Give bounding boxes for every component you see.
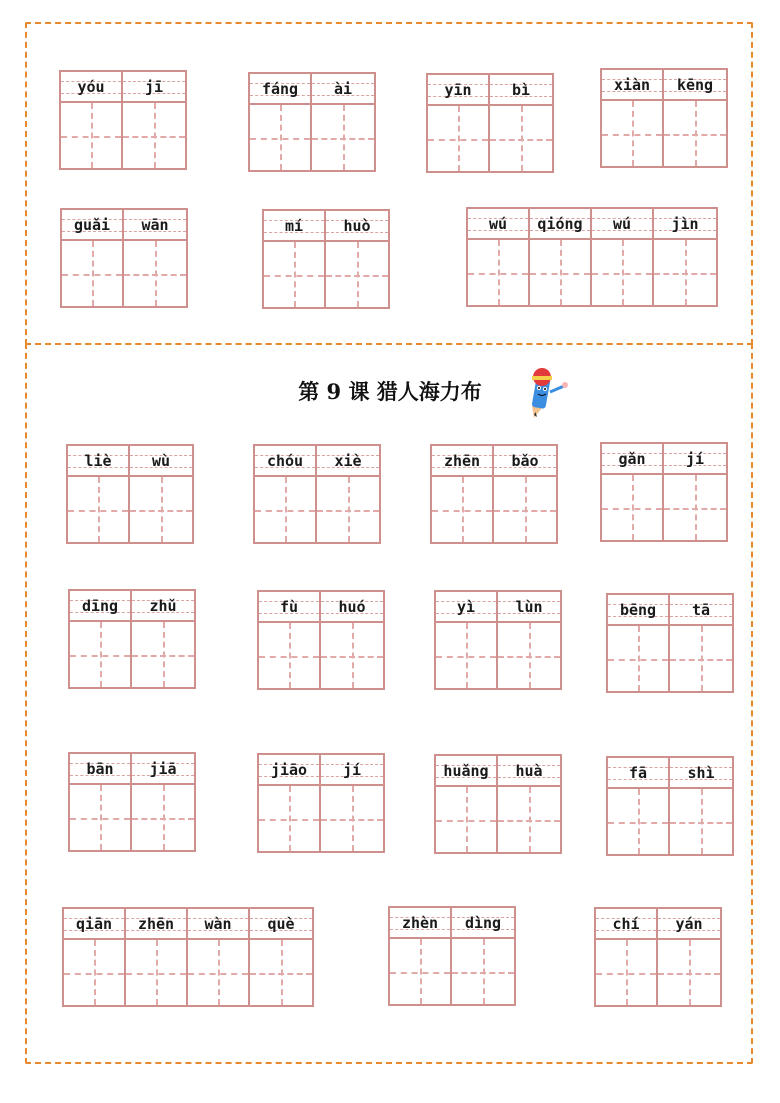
character-cell [312, 74, 374, 170]
character-cell [592, 209, 654, 305]
character-cell [259, 755, 321, 851]
writing-grid-square[interactable] [498, 623, 560, 688]
pinyin-syllable: gǎn [618, 450, 646, 468]
writing-grid-square[interactable] [250, 940, 312, 1005]
pinyin-syllable: bǎo [511, 452, 539, 470]
pinyin-line [61, 72, 121, 103]
pinyin-syllable: guǎi [73, 216, 111, 234]
writing-grid-square[interactable] [70, 785, 130, 850]
writing-grid-square[interactable] [436, 623, 496, 688]
pinyin-line [490, 75, 552, 106]
pinyin-line [250, 909, 312, 940]
pinyin-line [432, 446, 492, 477]
pinyin-line [132, 754, 194, 785]
character-cell [436, 592, 498, 688]
pinyin-line [654, 209, 716, 240]
writing-grid-square[interactable] [188, 940, 248, 1005]
pinyin-line [321, 755, 383, 786]
writing-grid-square[interactable] [592, 240, 652, 305]
pinyin-word-box [430, 444, 558, 544]
pinyin-line [390, 908, 450, 939]
pinyin-line [592, 209, 652, 240]
pinyin-line [124, 210, 186, 241]
character-cell [132, 754, 194, 850]
pinyin-line [664, 444, 726, 475]
pinyin-line [264, 211, 324, 242]
pinyin-syllable: fáng [261, 80, 299, 98]
writing-grid-square[interactable] [658, 940, 720, 1005]
pinyin-syllable: zhēn [137, 915, 175, 933]
lesson-title: 第 9 课 猎人海力布 [298, 379, 482, 404]
pinyin-word-box [426, 73, 554, 173]
pinyin-syllable: huà [515, 762, 543, 780]
pinyin-syllable: huò [343, 217, 371, 235]
character-cell [658, 909, 720, 1005]
pinyin-syllable: dìng [464, 914, 502, 932]
pinyin-syllable: ài [333, 80, 353, 98]
pinyin-word-box [66, 444, 194, 544]
pinyin-syllable: lùn [515, 598, 543, 616]
writing-grid-square[interactable] [126, 940, 186, 1005]
pinyin-syllable: mí [284, 217, 304, 235]
pinyin-line [608, 758, 668, 789]
pinyin-line [321, 592, 383, 623]
character-cell [326, 211, 388, 307]
pinyin-line [658, 909, 720, 940]
writing-grid-square[interactable] [317, 477, 379, 542]
pinyin-syllable: yì [456, 598, 476, 616]
character-cell [490, 75, 552, 171]
pinyin-syllable: wú [612, 215, 632, 233]
pinyin-word-box [68, 752, 196, 852]
pinyin-line [436, 592, 496, 623]
pinyin-line [602, 70, 662, 101]
pinyin-syllable: zhǔ [149, 597, 177, 615]
pinyin-word-box [594, 907, 722, 1007]
pinyin-syllable: xiàn [613, 76, 651, 94]
pinyin-word-box [60, 208, 188, 308]
writing-grid-square[interactable] [608, 626, 668, 691]
character-cell [436, 756, 498, 852]
writing-grid-square[interactable] [608, 789, 668, 854]
pinyin-line [468, 209, 528, 240]
pinyin-line [312, 74, 374, 105]
writing-grid-square[interactable] [452, 939, 514, 1004]
pinyin-line [436, 756, 496, 787]
pinyin-line [130, 446, 192, 477]
pinyin-syllable: bì [511, 81, 531, 99]
pinyin-line [664, 70, 726, 101]
character-cell [317, 446, 379, 542]
character-cell [124, 210, 186, 306]
writing-grid-square[interactable] [321, 786, 383, 851]
writing-grid-square[interactable] [62, 241, 122, 306]
writing-grid-square[interactable] [68, 477, 128, 542]
writing-grid-square[interactable] [468, 240, 528, 305]
pinyin-word-box [600, 68, 728, 168]
pinyin-word-box [434, 754, 562, 854]
character-cell [68, 446, 130, 542]
writing-grid-square[interactable] [64, 940, 124, 1005]
character-cell [390, 908, 452, 1004]
writing-grid-square[interactable] [130, 477, 192, 542]
character-cell [64, 909, 126, 1005]
pinyin-syllable: jí [685, 450, 705, 468]
character-cell [498, 756, 560, 852]
pinyin-syllable: qiān [75, 915, 113, 933]
pinyin-syllable: fù [279, 598, 299, 616]
writing-grid-square[interactable] [436, 787, 496, 852]
character-cell [494, 446, 556, 542]
pinyin-line [64, 909, 124, 940]
pinyin-syllable: jiāo [270, 761, 308, 779]
pinyin-syllable: wù [151, 452, 171, 470]
pinyin-line [126, 909, 186, 940]
pinyin-word-box [434, 590, 562, 690]
character-cell [498, 592, 560, 688]
pinyin-line [602, 444, 662, 475]
pinyin-syllable: chóu [266, 452, 304, 470]
character-cell [321, 755, 383, 851]
writing-grid-square[interactable] [321, 623, 383, 688]
character-cell [250, 74, 312, 170]
writing-grid-square[interactable] [390, 939, 450, 1004]
character-cell [670, 595, 732, 691]
pinyin-word-box [62, 907, 314, 1007]
writing-grid-square[interactable] [264, 242, 324, 307]
character-cell [432, 446, 494, 542]
writing-grid-square[interactable] [132, 785, 194, 850]
character-cell [130, 446, 192, 542]
pinyin-syllable: wú [488, 215, 508, 233]
pinyin-word-box [257, 590, 385, 690]
character-cell [664, 70, 726, 166]
pinyin-syllable: kēng [676, 76, 714, 94]
pinyin-line [596, 909, 656, 940]
pinyin-line [530, 209, 590, 240]
writing-grid-square[interactable] [602, 101, 662, 166]
writing-grid-square[interactable] [664, 101, 726, 166]
writing-grid-square[interactable] [250, 105, 310, 170]
pinyin-word-box [606, 593, 734, 693]
pinyin-word-box [600, 442, 728, 542]
character-cell [428, 75, 490, 171]
character-cell [530, 209, 592, 305]
pinyin-syllable: liè [84, 452, 112, 470]
pinyin-line [259, 592, 319, 623]
writing-grid-square[interactable] [259, 786, 319, 851]
pinyin-word-box [68, 589, 196, 689]
pinyin-line [259, 755, 319, 786]
pinyin-word-box [388, 906, 516, 1006]
pinyin-word-box [59, 70, 187, 170]
pinyin-word-box [606, 756, 734, 856]
character-cell [61, 72, 123, 168]
character-cell [264, 211, 326, 307]
pencil-mascot-icon [520, 366, 572, 422]
pinyin-line [68, 446, 128, 477]
pinyin-syllable: yán [675, 915, 703, 933]
pinyin-line [250, 74, 310, 105]
writing-grid-square[interactable] [670, 789, 732, 854]
writing-grid-square[interactable] [312, 105, 374, 170]
pinyin-word-box [248, 72, 376, 172]
character-cell [132, 591, 194, 687]
pinyin-word-box [466, 207, 718, 307]
pinyin-line [670, 758, 732, 789]
character-cell [123, 72, 185, 168]
pinyin-word-box [257, 753, 385, 853]
pinyin-syllable: yóu [77, 78, 105, 96]
pinyin-syllable: zhēn [443, 452, 481, 470]
pinyin-syllable: tā [691, 601, 711, 619]
writing-grid-square[interactable] [428, 106, 488, 171]
character-cell [188, 909, 250, 1005]
character-cell [608, 595, 670, 691]
writing-grid-square[interactable] [124, 241, 186, 306]
pinyin-line [498, 592, 560, 623]
writing-grid-square[interactable] [259, 623, 319, 688]
pinyin-line [452, 908, 514, 939]
pinyin-word-box [253, 444, 381, 544]
character-cell [255, 446, 317, 542]
character-cell [70, 754, 132, 850]
pinyin-syllable: chí [612, 915, 640, 933]
pinyin-line [670, 595, 732, 626]
pinyin-syllable: zhèn [401, 914, 439, 932]
character-cell [126, 909, 188, 1005]
pinyin-word-box [262, 209, 390, 309]
pinyin-syllable: xiè [334, 452, 362, 470]
writing-grid-square[interactable] [255, 477, 315, 542]
character-cell [602, 444, 664, 540]
pinyin-syllable: jìn [671, 215, 699, 233]
character-cell [468, 209, 530, 305]
pinyin-syllable: jiā [149, 760, 177, 778]
writing-grid-square[interactable] [530, 240, 590, 305]
pinyin-syllable: yīn [444, 81, 472, 99]
writing-grid-square[interactable] [70, 622, 130, 687]
pinyin-syllable: fā [628, 764, 648, 782]
pinyin-line [123, 72, 185, 103]
character-cell [321, 592, 383, 688]
pinyin-line [494, 446, 556, 477]
character-cell [70, 591, 132, 687]
character-cell [654, 209, 716, 305]
writing-grid-square[interactable] [123, 103, 185, 168]
pinyin-line [317, 446, 379, 477]
pinyin-syllable: huǎng [443, 762, 489, 780]
character-cell [670, 758, 732, 854]
writing-grid-square[interactable] [596, 940, 656, 1005]
pinyin-syllable: wàn [204, 915, 232, 933]
character-cell [608, 758, 670, 854]
writing-grid-square[interactable] [664, 475, 726, 540]
writing-grid-square[interactable] [670, 626, 732, 691]
pinyin-line [608, 595, 668, 626]
pinyin-line [255, 446, 315, 477]
pinyin-line [132, 591, 194, 622]
pinyin-syllable: huó [338, 598, 366, 616]
pinyin-line [70, 591, 130, 622]
pinyin-syllable: dīng [81, 597, 119, 615]
pinyin-syllable: jī [144, 78, 164, 96]
pinyin-line [70, 754, 130, 785]
pinyin-line [428, 75, 488, 106]
pinyin-syllable: bēng [619, 601, 657, 619]
pinyin-line [498, 756, 560, 787]
pinyin-line [62, 210, 122, 241]
character-cell [62, 210, 124, 306]
character-cell [596, 909, 658, 1005]
pinyin-syllable: qióng [537, 215, 583, 233]
writing-grid-square[interactable] [490, 106, 552, 171]
pinyin-syllable: shì [687, 764, 715, 782]
character-cell [664, 444, 726, 540]
writing-grid-square[interactable] [654, 240, 716, 305]
writing-grid-square[interactable] [432, 477, 492, 542]
pinyin-syllable: bān [86, 760, 114, 778]
writing-grid-square[interactable] [61, 103, 121, 168]
character-cell [250, 909, 312, 1005]
writing-grid-square[interactable] [494, 477, 556, 542]
writing-grid-square[interactable] [132, 622, 194, 687]
character-cell [602, 70, 664, 166]
character-cell [452, 908, 514, 1004]
pinyin-syllable: jí [342, 761, 362, 779]
writing-grid-square[interactable] [326, 242, 388, 307]
pinyin-line [188, 909, 248, 940]
pinyin-line [326, 211, 388, 242]
character-cell [259, 592, 321, 688]
writing-grid-square[interactable] [498, 787, 560, 852]
writing-grid-square[interactable] [602, 475, 662, 540]
pinyin-syllable: què [267, 915, 295, 933]
pinyin-syllable: wān [141, 216, 169, 234]
